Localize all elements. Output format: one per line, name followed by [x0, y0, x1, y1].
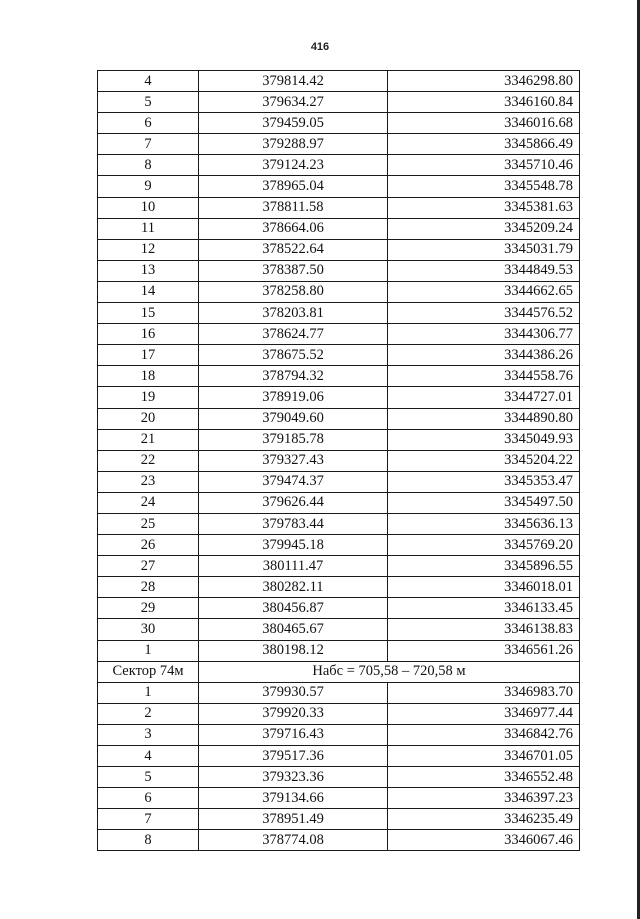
y-coordinate-cell: 3345209.24 — [388, 218, 580, 239]
table-row — [98, 281, 580, 302]
coordinates-table-body — [98, 71, 580, 851]
point-number-cell: 1 — [98, 682, 199, 703]
x-coordinate-cell: 380465.67 — [199, 619, 388, 640]
table-row — [98, 556, 580, 577]
y-coordinate-cell: 3346977.44 — [388, 703, 580, 724]
y-coordinate-cell: 3344890.80 — [388, 408, 580, 429]
y-coordinate-cell: 3345548.78 — [388, 176, 580, 197]
x-coordinate-cell: 379626.44 — [199, 492, 388, 513]
table-row — [98, 387, 580, 408]
x-coordinate-cell: 380456.87 — [199, 598, 388, 619]
table-row — [98, 767, 580, 788]
table-row — [98, 429, 580, 450]
y-coordinate-cell: 3346016.68 — [388, 113, 580, 134]
table-row — [98, 746, 580, 767]
x-coordinate-cell: 379814.42 — [199, 71, 388, 92]
point-number-cell: 16 — [98, 324, 199, 345]
section-title: Сектор 74м — [98, 661, 199, 682]
x-coordinate-cell: 378774.08 — [199, 830, 388, 851]
table-row — [98, 71, 580, 92]
x-coordinate-cell: 379783.44 — [199, 513, 388, 534]
point-number-cell: 23 — [98, 471, 199, 492]
y-coordinate-cell: 3345636.13 — [388, 513, 580, 534]
x-coordinate-cell: 378664.06 — [199, 218, 388, 239]
table-row — [98, 682, 580, 703]
x-coordinate-cell: 380282.11 — [199, 577, 388, 598]
table-row — [98, 113, 580, 134]
point-number-cell: 18 — [98, 366, 199, 387]
point-number-cell: 7 — [98, 134, 199, 155]
x-coordinate-cell: 379185.78 — [199, 429, 388, 450]
x-coordinate-cell: 379634.27 — [199, 92, 388, 113]
x-coordinate-cell: 380111.47 — [199, 556, 388, 577]
point-number-cell: 24 — [98, 492, 199, 513]
y-coordinate-cell: 3346701.05 — [388, 746, 580, 767]
x-coordinate-cell: 379134.66 — [199, 788, 388, 809]
table-row — [98, 619, 580, 640]
x-coordinate-cell: 378811.58 — [199, 197, 388, 218]
x-coordinate-cell: 378624.77 — [199, 324, 388, 345]
point-number-cell: 10 — [98, 197, 199, 218]
point-number-cell: 1 — [98, 640, 199, 661]
point-number-cell: 22 — [98, 450, 199, 471]
point-number-cell: 26 — [98, 535, 199, 556]
x-coordinate-cell: 378522.64 — [199, 239, 388, 260]
point-number-cell: 29 — [98, 598, 199, 619]
y-coordinate-cell: 3346561.26 — [388, 640, 580, 661]
table-row — [98, 471, 580, 492]
y-coordinate-cell: 3345353.47 — [388, 471, 580, 492]
table-row — [98, 239, 580, 260]
x-coordinate-cell: 378203.81 — [199, 303, 388, 324]
table-row — [98, 303, 580, 324]
point-number-cell: 8 — [98, 830, 199, 851]
x-coordinate-cell: 379327.43 — [199, 450, 388, 471]
y-coordinate-cell: 3345896.55 — [388, 556, 580, 577]
point-number-cell: 4 — [98, 746, 199, 767]
point-number-cell: 12 — [98, 239, 199, 260]
table-row — [98, 640, 580, 661]
y-coordinate-cell: 3346552.48 — [388, 767, 580, 788]
x-coordinate-cell: 379930.57 — [199, 682, 388, 703]
table-row — [98, 724, 580, 745]
table-row — [98, 450, 580, 471]
x-coordinate-cell: 379323.36 — [199, 767, 388, 788]
x-coordinate-cell: 379474.37 — [199, 471, 388, 492]
y-coordinate-cell: 3345381.63 — [388, 197, 580, 218]
coordinates-table — [97, 70, 580, 851]
y-coordinate-cell: 3346235.49 — [388, 809, 580, 830]
y-coordinate-cell: 3345204.22 — [388, 450, 580, 471]
point-number-cell: 6 — [98, 113, 199, 134]
table-row — [98, 598, 580, 619]
point-number-cell: 11 — [98, 218, 199, 239]
x-coordinate-cell: 378951.49 — [199, 809, 388, 830]
table-row — [98, 324, 580, 345]
point-number-cell: 14 — [98, 281, 199, 302]
x-coordinate-cell: 379716.43 — [199, 724, 388, 745]
point-number-cell: 30 — [98, 619, 199, 640]
table-row — [98, 366, 580, 387]
y-coordinate-cell: 3345497.50 — [388, 492, 580, 513]
x-coordinate-cell: 379517.36 — [199, 746, 388, 767]
table-row — [98, 176, 580, 197]
y-coordinate-cell: 3346983.70 — [388, 682, 580, 703]
x-coordinate-cell: 379459.05 — [199, 113, 388, 134]
y-coordinate-cell: 3345769.20 — [388, 535, 580, 556]
table-row — [98, 218, 580, 239]
y-coordinate-cell: 3346067.46 — [388, 830, 580, 851]
y-coordinate-cell: 3345866.49 — [388, 134, 580, 155]
x-coordinate-cell: 378675.52 — [199, 345, 388, 366]
x-coordinate-cell: 379920.33 — [199, 703, 388, 724]
x-coordinate-cell: 380198.12 — [199, 640, 388, 661]
y-coordinate-cell: 3346138.83 — [388, 619, 580, 640]
y-coordinate-cell: 3346298.80 — [388, 71, 580, 92]
x-coordinate-cell: 378794.32 — [199, 366, 388, 387]
page-number: 416 — [310, 41, 330, 53]
y-coordinate-cell: 3344386.26 — [388, 345, 580, 366]
point-number-cell: 25 — [98, 513, 199, 534]
x-coordinate-cell: 378919.06 — [199, 387, 388, 408]
point-number-cell: 9 — [98, 176, 199, 197]
x-coordinate-cell: 378258.80 — [199, 281, 388, 302]
y-coordinate-cell: 3344727.01 — [388, 387, 580, 408]
table-row — [98, 155, 580, 176]
table-row — [98, 134, 580, 155]
point-number-cell: 8 — [98, 155, 199, 176]
y-coordinate-cell: 3345049.93 — [388, 429, 580, 450]
table-row — [98, 260, 580, 281]
x-coordinate-cell: 378965.04 — [199, 176, 388, 197]
y-coordinate-cell: 3346133.45 — [388, 598, 580, 619]
y-coordinate-cell: 3345710.46 — [388, 155, 580, 176]
y-coordinate-cell: 3344306.77 — [388, 324, 580, 345]
table-row — [98, 703, 580, 724]
y-coordinate-cell: 3346842.76 — [388, 724, 580, 745]
point-number-cell: 21 — [98, 429, 199, 450]
y-coordinate-cell: 3346018.01 — [388, 577, 580, 598]
y-coordinate-cell: 3346397.23 — [388, 788, 580, 809]
section-elevation-note: Набс = 705,58 – 720,58 м — [199, 661, 580, 682]
point-number-cell: 15 — [98, 303, 199, 324]
table-row — [98, 92, 580, 113]
y-coordinate-cell: 3344662.65 — [388, 281, 580, 302]
table-row — [98, 197, 580, 218]
table-row — [98, 577, 580, 598]
point-number-cell: 28 — [98, 577, 199, 598]
point-number-cell: 19 — [98, 387, 199, 408]
point-number-cell: 13 — [98, 260, 199, 281]
y-coordinate-cell: 3344576.52 — [388, 303, 580, 324]
table-row — [98, 492, 580, 513]
x-coordinate-cell: 379049.60 — [199, 408, 388, 429]
table-row — [98, 809, 580, 830]
point-number-cell: 3 — [98, 724, 199, 745]
y-coordinate-cell: 3344558.76 — [388, 366, 580, 387]
point-number-cell: 2 — [98, 703, 199, 724]
table-row — [98, 345, 580, 366]
point-number-cell: 20 — [98, 408, 199, 429]
y-coordinate-cell: 3344849.53 — [388, 260, 580, 281]
point-number-cell: 5 — [98, 767, 199, 788]
point-number-cell: 4 — [98, 71, 199, 92]
table-row — [98, 513, 580, 534]
point-number-cell: 7 — [98, 809, 199, 830]
x-coordinate-cell: 379945.18 — [199, 535, 388, 556]
point-number-cell: 5 — [98, 92, 199, 113]
x-coordinate-cell: 379288.97 — [199, 134, 388, 155]
point-number-cell: 27 — [98, 556, 199, 577]
section-header-row — [98, 661, 580, 682]
x-coordinate-cell: 379124.23 — [199, 155, 388, 176]
table-row — [98, 788, 580, 809]
point-number-cell: 6 — [98, 788, 199, 809]
point-number-cell: 17 — [98, 345, 199, 366]
y-coordinate-cell: 3346160.84 — [388, 92, 580, 113]
table-row — [98, 535, 580, 556]
y-coordinate-cell: 3345031.79 — [388, 239, 580, 260]
table-row — [98, 408, 580, 429]
table-row — [98, 830, 580, 851]
x-coordinate-cell: 378387.50 — [199, 260, 388, 281]
